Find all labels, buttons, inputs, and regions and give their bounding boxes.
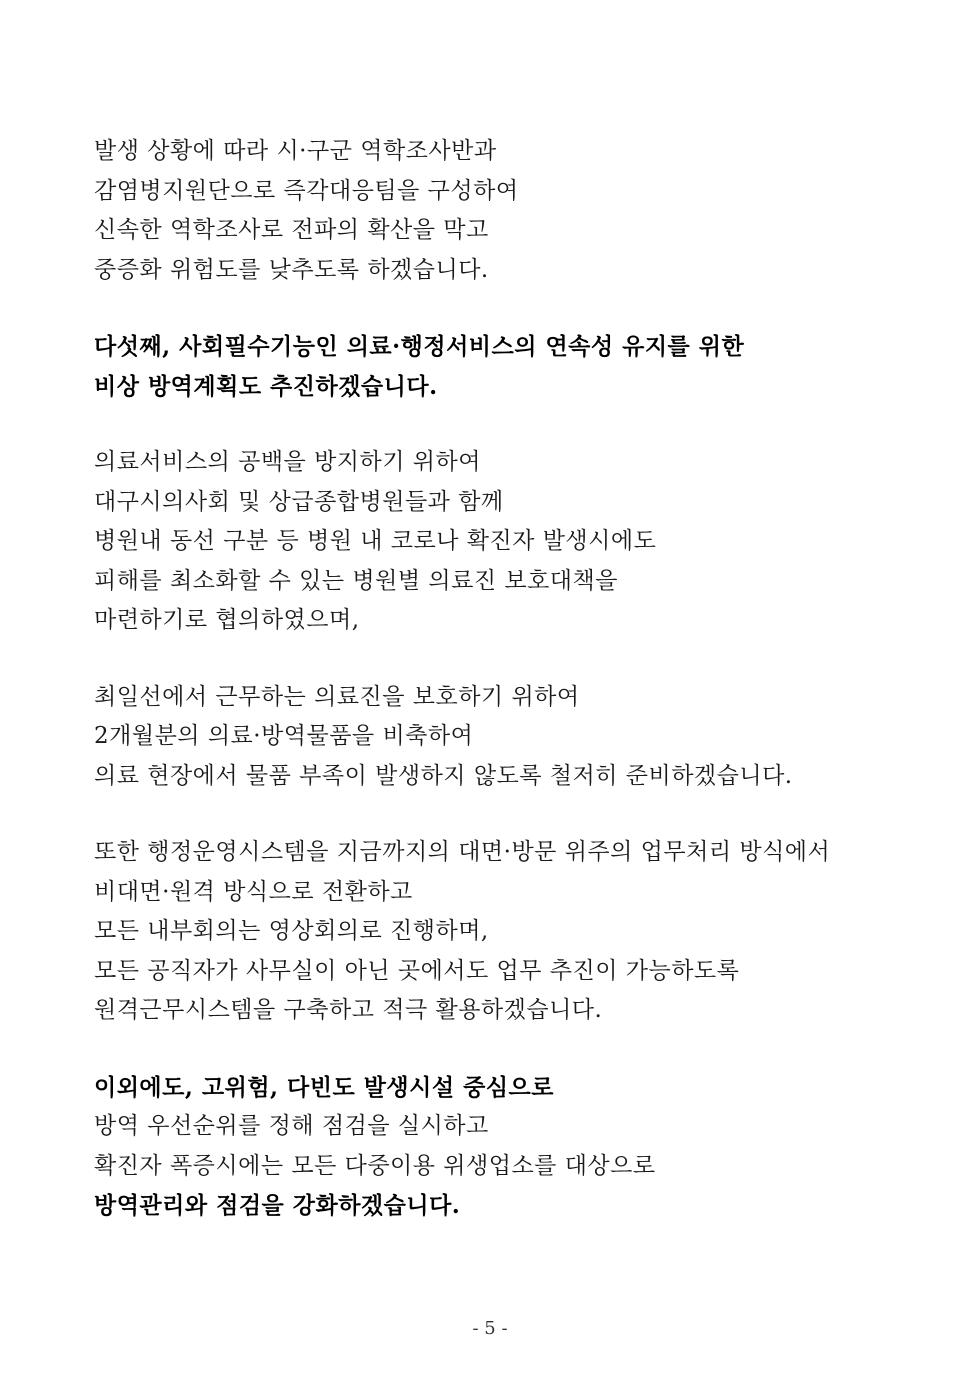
text-line: 2개월분의 의료·방역물품을 비축하여 bbox=[94, 723, 474, 749]
paragraph-remote-work bbox=[94, 833, 914, 1031]
text-line: 최일선에서 근무하는 의료진을 보호하기 위하여 bbox=[94, 683, 580, 710]
text-line: 의료 현장에서 물품 부족이 발생하지 않도록 철저히 준비하겠습니다. bbox=[94, 762, 793, 789]
text-line: 모든 공직자가 사무실이 아닌 곳에서도 업무 추진이 가능하도록 bbox=[94, 957, 740, 984]
paragraph-fifth-heading bbox=[94, 327, 914, 406]
page-number: - 5 - bbox=[472, 1318, 508, 1339]
text-line: 또한 행정운영시스템을 지금까지의 대면·방문 위주의 업무처리 방식에서 bbox=[94, 839, 831, 865]
text-line: 방역 우선순위를 정해 점검을 실시하고 bbox=[94, 1113, 489, 1139]
text-line: 중증화 위험도를 낮추도록 하겠습니다. bbox=[94, 256, 489, 283]
text-line: 대구시의사회 및 상급종합병원들과 함께 bbox=[94, 488, 504, 515]
heading-line: 다섯째, 사회필수기능인 의료·행정서비스의 연속성 유지를 위한 bbox=[94, 333, 745, 360]
text-line: 마련하기로 협의하였으며, bbox=[94, 607, 360, 633]
paragraph-high-risk-facilities bbox=[94, 1068, 914, 1226]
text-line: 의료서비스의 공백을 방지하기 위하여 bbox=[94, 449, 481, 475]
text-line: 원격근무시스템을 구축하고 적극 활용하겠습니다. bbox=[94, 997, 603, 1023]
text-line: 비대면·원격 방식으로 전환하고 bbox=[94, 878, 413, 905]
heading-line: 방역관리와 점검을 강화하겠습니다. bbox=[94, 1192, 461, 1219]
text-line: 피해를 최소화할 수 있는 병원별 의료진 보호대책을 bbox=[94, 567, 618, 594]
paragraph-medical-service bbox=[94, 443, 914, 641]
text-line: 감염병지원단으로 즉각대응팀을 구성하여 bbox=[94, 177, 519, 204]
text-line: 신속한 역학조사로 전파의 확산을 막고 bbox=[94, 217, 489, 243]
text-line: 발생 상황에 따라 시·구군 역학조사반과 bbox=[94, 138, 497, 164]
text-line: 병원내 동선 구분 등 병원 내 코로나 확진자 발생시에도 bbox=[94, 528, 657, 554]
document-body bbox=[94, 132, 914, 1263]
paragraph-response-team bbox=[94, 132, 914, 290]
text-line: 확진자 폭증시에는 모든 다중이용 위생업소를 대상으로 bbox=[94, 1152, 656, 1179]
paragraph-medical-supplies bbox=[94, 678, 914, 797]
heading-line: 이외에도, 고위험, 다빈도 발생시설 중심으로 bbox=[94, 1073, 554, 1101]
heading-line: 비상 방역계획도 추진하겠습니다. bbox=[94, 372, 438, 400]
text-line: 모든 내부회의는 영상회의로 진행하며, bbox=[94, 918, 489, 944]
